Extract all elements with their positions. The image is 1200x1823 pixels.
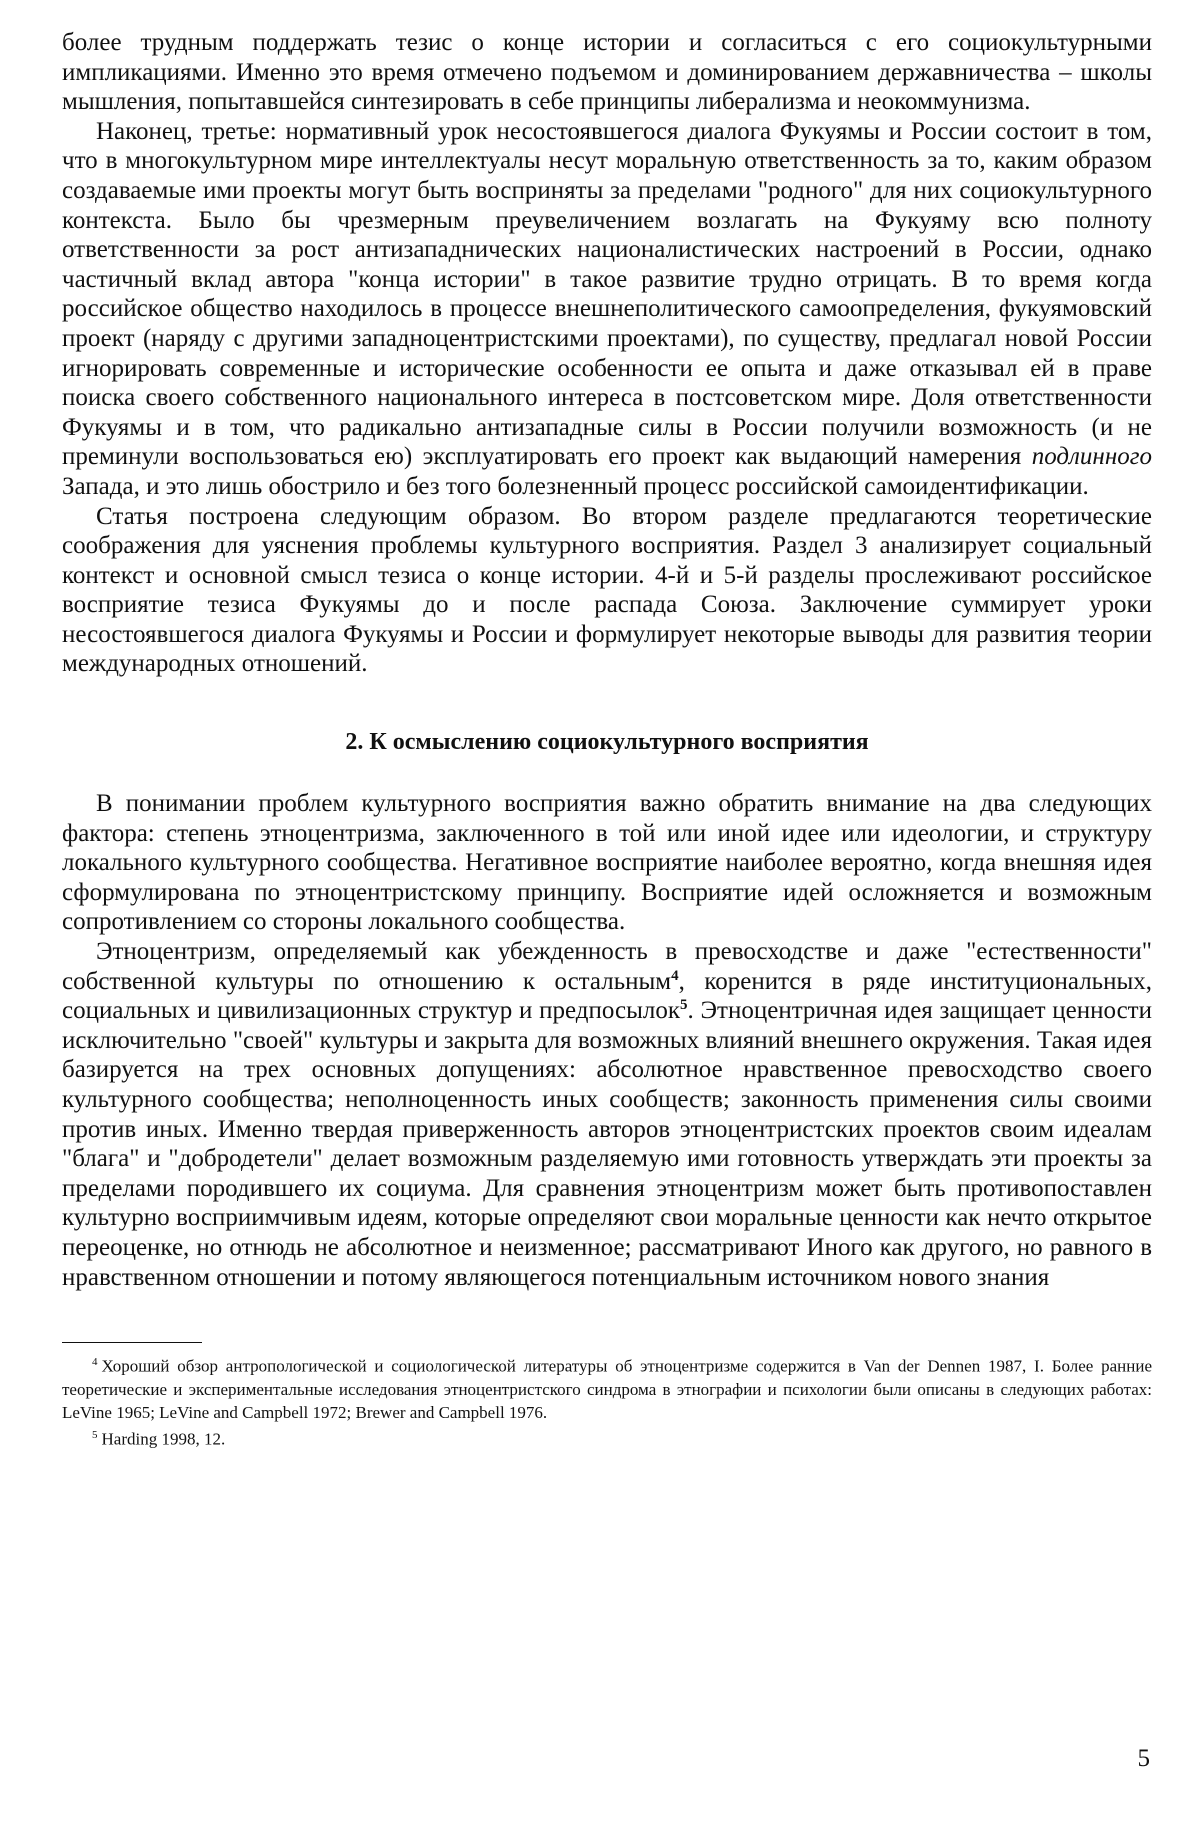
footnote-4 <box>62 1351 1152 1424</box>
section-body <box>62 789 1152 1292</box>
footnote-mark: 4 <box>92 1356 98 1369</box>
footnote-text: Хороший обзор антропологической и социологической литературы об этноцентризме содержится в Van der Dennen 1987, I. Более ранние теоретические и экспериментальные исследования этноцентристского синдрома в этнографии и психологии были описаны в следующих работах: LeVine 1965; LeVine and Campbell 1972; Brewer and Campbell 1976. <box>62 1356 1152 1422</box>
paragraph-2 <box>62 117 1152 502</box>
section-heading <box>62 727 1152 757</box>
section-title: К осмыслению социокультурного восприятия <box>369 729 869 756</box>
paragraph-2-tail: Запада, и это лишь обострило и без того болезненный процесс российской самоидентификации. <box>62 472 1089 500</box>
footnote-5 <box>62 1424 1152 1451</box>
paragraph-2-text: Наконец, третье: нормативный урок несостоявшегося диалога Фукуямы и России состоит в том, что в многокультурном мире интеллектуалы несут моральную ответственность за то, каким образом создаваемые ими проекты могут быть восприняты за пределами "родного" для них социокультурного контекста. Было бы чрезмерным преувеличением возлагать на Фукуяму всю полноту ответственности за рост антизападнических националистических настроений в России, однако частичный вклад автора "конца истории" в такое развитие трудно отрицать. В то время когда российское общество находилось в процессе внешнеполитического самоопределения, фукуямовский проект (наряду с другими западноцентристскими проектами), по существу, предлагал новой России игнорировать современные и исторические особенности ее опыта и даже отказывал ей в праве поиска своего собственного национального интереса в постсоветском мире. Доля ответственности Фукуямы и в том, что радикально антизападные силы в России получили возможность (и не преминули воспользоваться ею) эксплуатировать его проект как выдающий намерения <box>62 117 1152 471</box>
paragraph-5-part-3: . Этноцентричная идея защищает ценности исключительно "своей" культуры и закрыта для возможных влияний внешнего окружения. Такая идея базируется на трех основных допущениях: абсолютное нравственное превосходство своего культурного сообщества; неполноценность иных сообществ; законность применения силы своими против иных. Именно твердая приверженность авторов этноцентристских проектов своим идеалам "блага" и "добродетели" делает возможным разделяемую ими готовность утверждать эти проекты за пределами породившего их социума. Для сравнения этноцентризм может быть противопоставлен культурно восприимчивым идеям, которые определяют свои моральные ценности как нечто открытое переоценке, но отнюдь не абсолютное и неизменное; рассматривают Иного как другого, но равного в нравственном отношении и потому являющегося потенциальным источником нового знания <box>62 997 1152 1291</box>
section-number: 2. <box>345 729 364 756</box>
paragraph-5-part-1: Этноцентризм, определяемый как убежденность в превосходстве и даже "естественности" собственной культуры по отношению к остальным <box>62 938 1152 995</box>
paragraph-5-part-2: , коренится в ряде институциональных, социальных и цивилизационных структур и предпосылок <box>62 967 1152 1025</box>
footnote-divider <box>62 1342 202 1343</box>
body-text <box>62 28 1152 679</box>
page-number: 5 <box>1137 1745 1150 1772</box>
paragraph-1: более трудным поддержать тезис о конце истории и согласиться с его социокультурными импликациями. Именно это время отмечено подъемом и доминированием державничества – школы мышления, попытавшейся синтезировать в себе принципы либерализма и неокоммунизма. <box>62 29 1152 116</box>
paragraph-5 <box>62 937 1152 1292</box>
footnote-mark: 5 <box>92 1428 98 1441</box>
paragraph-3: Статья построена следующим образом. Во втором разделе предлагаются теоретические соображения для уяснения проблемы культурного восприятия. Раздел 3 анализирует социальный контекст и основной смысл тезиса о конце истории. 4-й и 5-й разделы прослеживают российское восприятие тезиса Фукуямы до и после распада Союза. Заключение суммирует уроки несостоявшегося диалога Фукуямы и России и формулирует некоторые выводы для развития теории международных отношений. <box>62 502 1152 678</box>
footnote-ref-4[interactable]: 4 <box>671 967 679 984</box>
footnotes <box>62 1351 1152 1450</box>
emphasized-word: подлинного <box>1031 443 1152 471</box>
footnote-ref-5[interactable]: 5 <box>680 997 688 1014</box>
footnote-text: Harding 1998, 12. <box>101 1429 226 1449</box>
paragraph-4: В понимании проблем культурного восприятия важно обратить внимание на два следующих фактора: степень этноцентризма, заключенного в той или иной идее или идеологии, и структуру локального культурного сообщества. Негативное восприятие наиболее вероятно, когда внешняя идея сформулирована по этноцентристскому принципу. Восприятие идей осложняется и возможным сопротивлением со стороны локального сообщества. <box>62 790 1152 936</box>
